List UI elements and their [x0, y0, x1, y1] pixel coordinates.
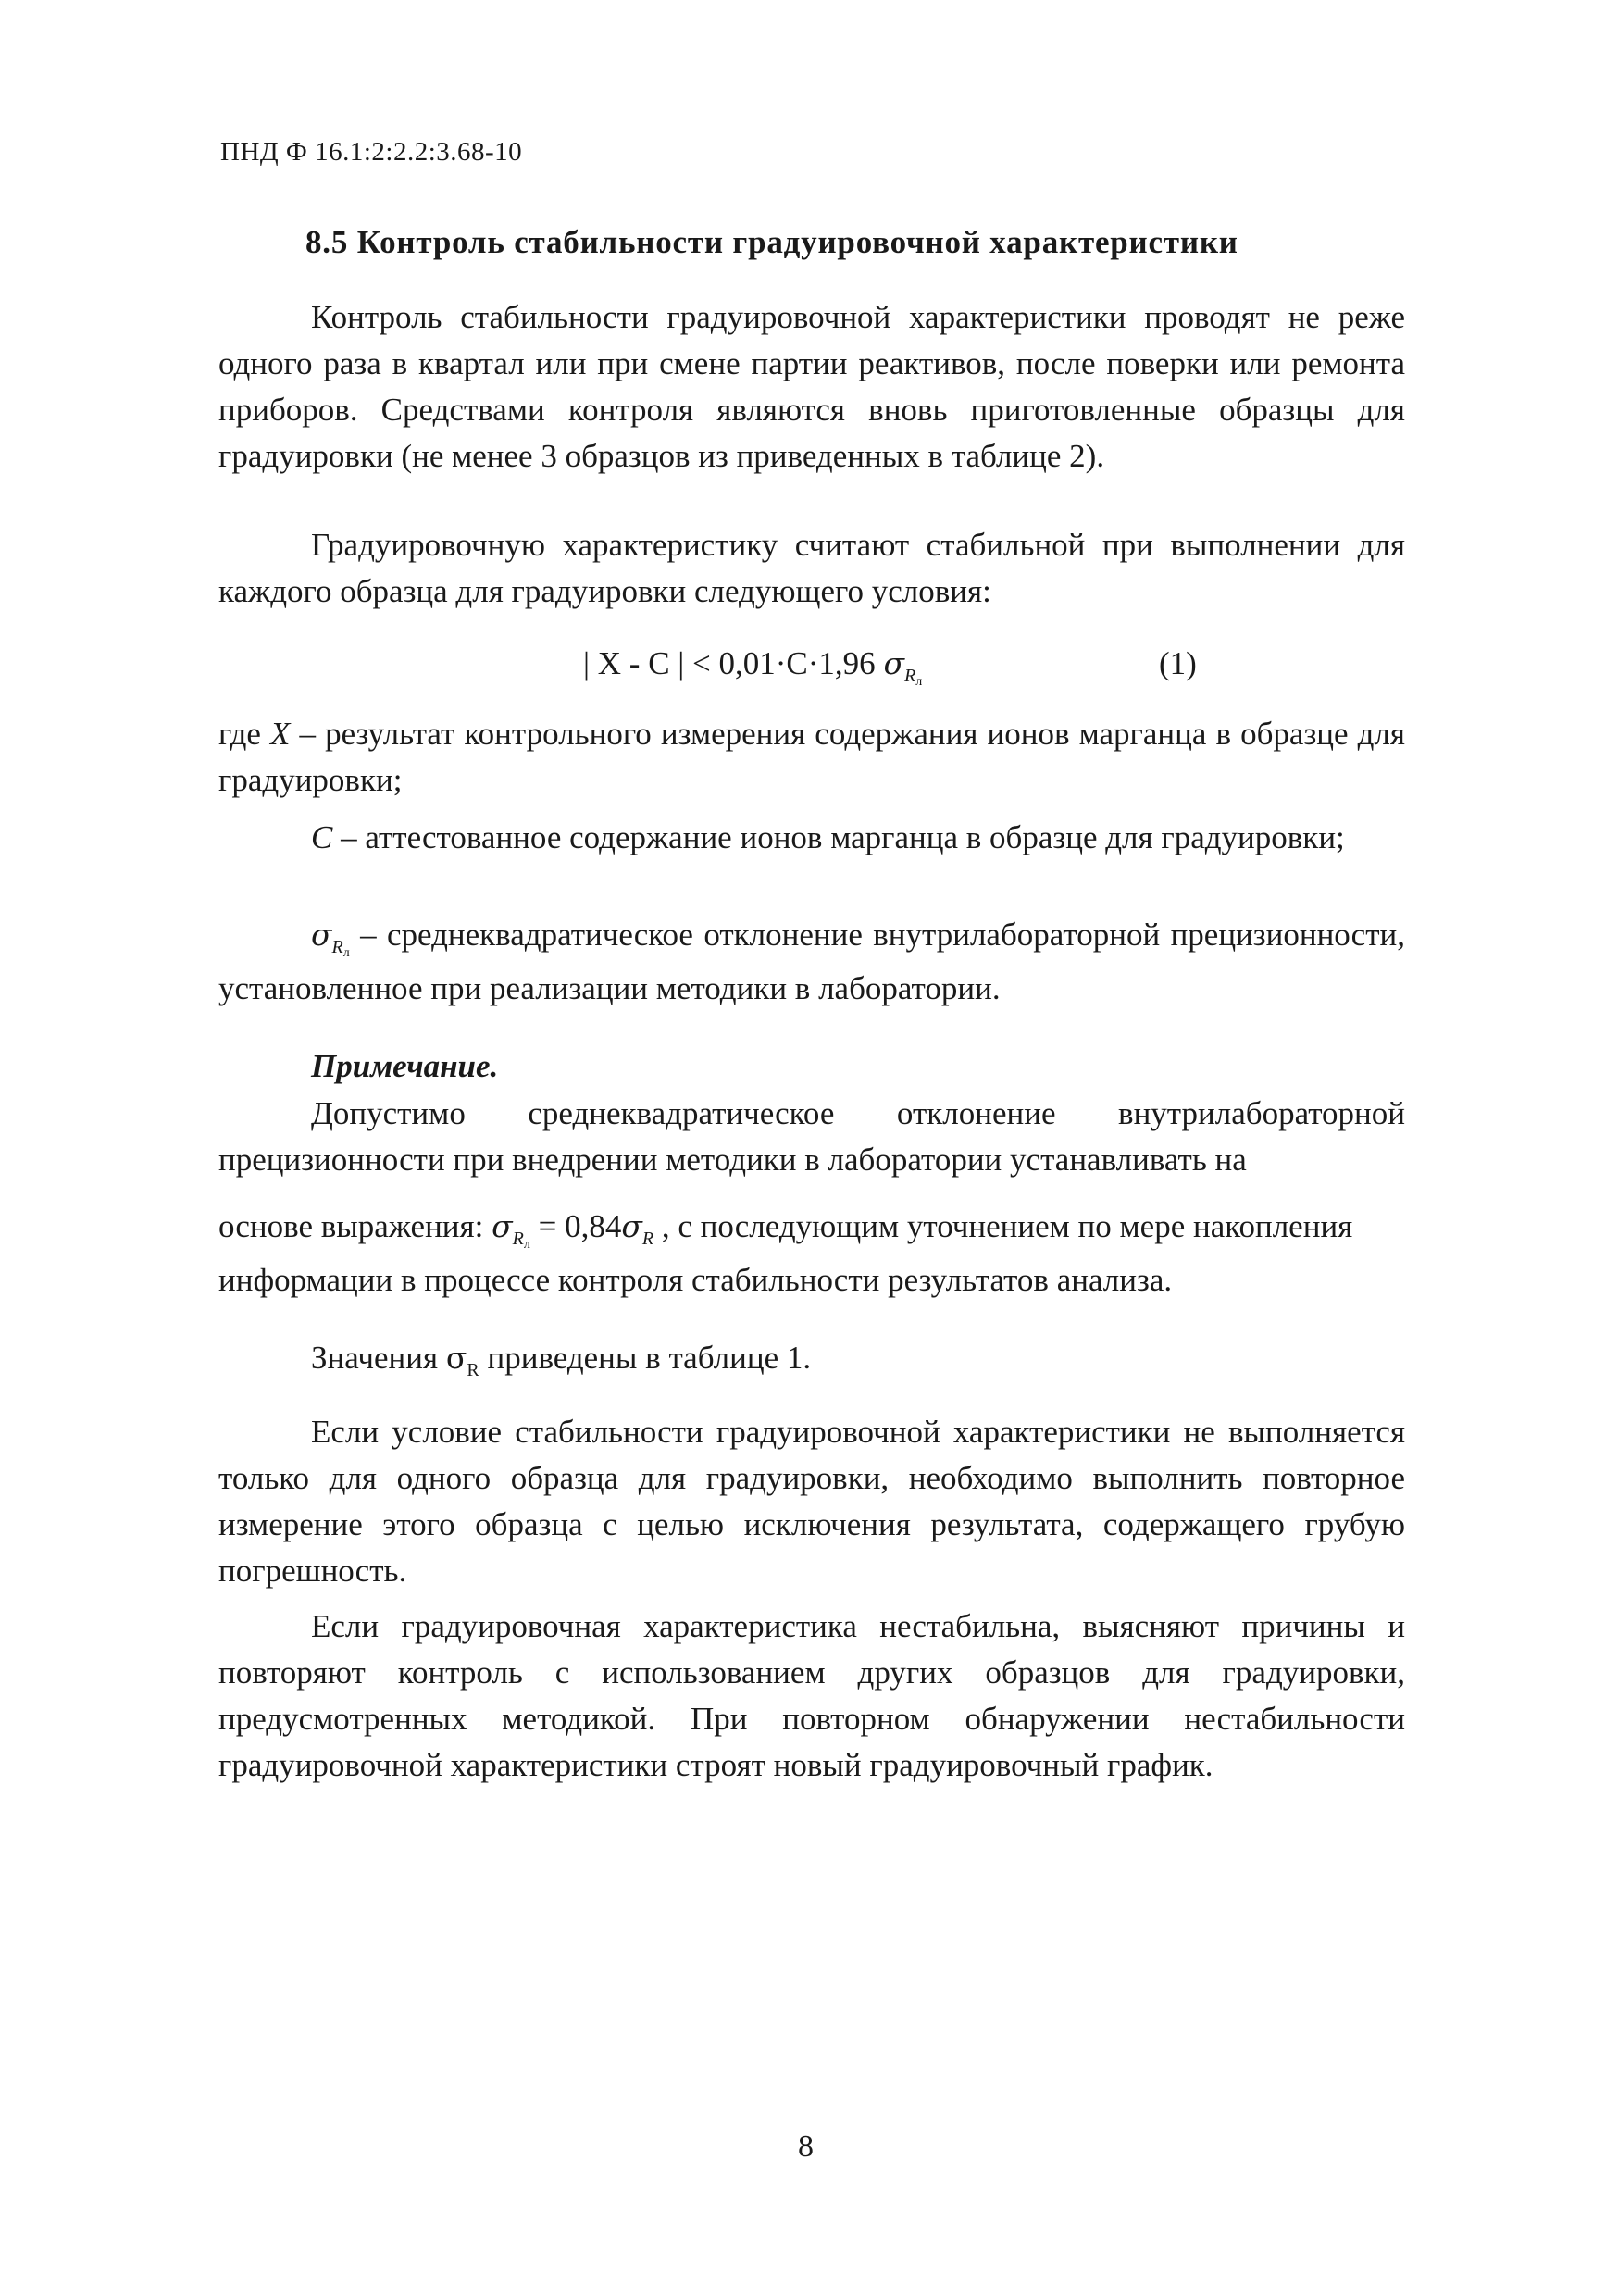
sigma-subscript: R	[331, 937, 343, 957]
sigma-subscript: R	[641, 1229, 654, 1249]
note-expression-equals: = 0,84	[529, 1208, 622, 1244]
sigma-subscript: R	[512, 1229, 524, 1249]
definition-sigma	[218, 912, 1405, 1012]
sigma-subscript-index: л	[523, 1238, 530, 1252]
paragraph-unstable-characteristic: Если градуировочная характеристика нестабильна, выясняют причины и повторяют контроль с использованием других образцов для градуировки, предусмотренных методикой. При повторном обнаружении нестабильности градуировочной характеристики строят новый градуировочный график.	[218, 1608, 1405, 1783]
definition-sigma-text: – среднеквадратическое отклонение внутрилабораторной прецизионности, установленное при реализации методики в лаборатории.	[218, 917, 1405, 1006]
definition-c-text: – аттестованное содержание ионов марганца в образце для градуировки;	[332, 819, 1345, 855]
formula-number: (1)	[1159, 645, 1197, 681]
sigma-subscript: R	[467, 1360, 479, 1380]
paragraph-stability-condition: Градуировочную характеристику считают стабильной при выполнении для каждого образца для градуировки следующего условия:	[218, 527, 1405, 609]
paragraph-single-sample-failure: Если условие стабильности градуировочной характеристики не выполняется только для одного образца для градуировки, необходимо выполнить повторное измерение этого образца с целью исключения результата, содержащего грубую погрешность.	[218, 1414, 1405, 1589]
sigma-values-reference	[218, 1335, 1405, 1386]
note-expression-paragraph	[218, 1204, 1405, 1304]
note-expression-start: основе выражения:	[218, 1208, 492, 1244]
section-title: 8.5 Контроль стабильности градуировочной характеристики	[305, 224, 1238, 260]
document-code: ПНД Ф 16.1:2:2.2:3.68-10	[220, 137, 523, 167]
sigma-values-start: Значения	[311, 1340, 446, 1376]
sigma-values-end: приведены в таблице 1.	[479, 1340, 812, 1376]
formula-expression	[583, 641, 922, 694]
sigma-symbol: σ	[445, 1340, 467, 1376]
sigma-subscript: R	[903, 666, 916, 686]
sigma-symbol: σ	[621, 1208, 642, 1244]
sigma-symbol: σ	[883, 645, 904, 681]
formula-main: | X - C | < 0,01·C·1,96	[583, 645, 884, 681]
sigma-symbol: σ	[311, 917, 332, 953]
paragraph-control-frequency: Контроль стабильности градуировочной характеристики проводят не реже одного раза в квартал или при смене партии реактивов, после поверки или ремонта приборов. Средствами контроля являются вновь приготовленные образцы для градуировки (не менее 3 образцов из приведенных в таблице 2).	[218, 299, 1405, 474]
note-label: Примечание.	[311, 1048, 499, 1084]
variable-x: X	[270, 716, 291, 752]
sigma-subscript-index: л	[342, 946, 350, 960]
definition-x-prefix: где	[218, 716, 271, 752]
sigma-subscript-index: л	[915, 675, 923, 689]
formula-1	[583, 641, 1231, 687]
variable-c: C	[311, 819, 333, 855]
definition-x	[218, 711, 1405, 804]
note-text: Допустимо среднеквадратическое отклонение внутрилабораторной прецизионности при внедрении методики в лаборатории устанавливать на	[218, 1095, 1405, 1178]
page-number: 8	[798, 2129, 814, 2164]
definition-x-text: – результат контрольного измерения содержания ионов марганца в образце для градуировки;	[218, 716, 1405, 798]
note-expression-end: , с последующим уточнением по мере накопления информации в процессе контроля стабильности результатов анализа.	[218, 1208, 1353, 1298]
sigma-symbol: σ	[492, 1208, 513, 1244]
definition-c	[218, 815, 1405, 861]
